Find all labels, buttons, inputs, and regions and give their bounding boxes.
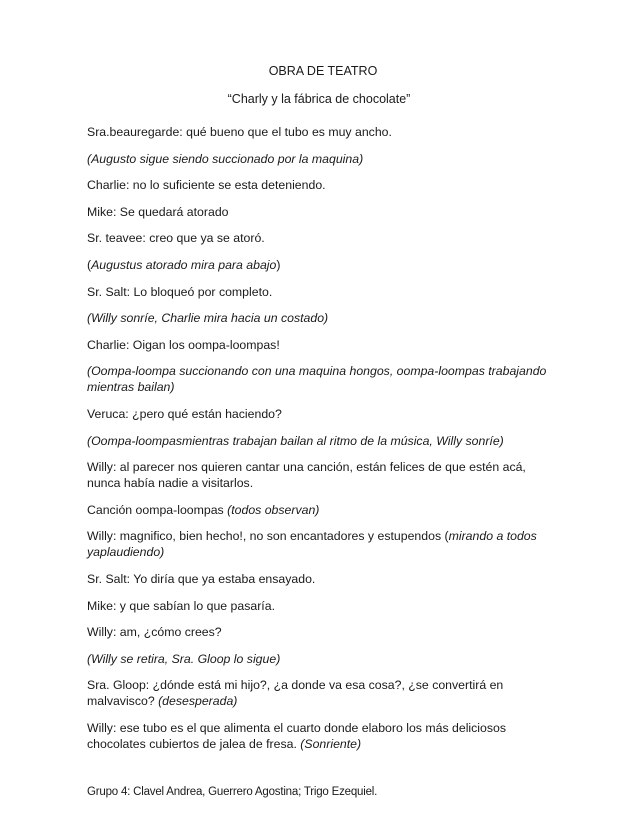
script-line (87, 624, 552, 640)
dialogue-text: Canción oompa-loompas (87, 502, 228, 517)
document-subtitle-text: “Charly y la fábrica de chocolate” (227, 92, 411, 106)
stage-direction-text: (desesperada) (158, 694, 238, 709)
dialogue-text: Sr. Salt: Lo bloqueó por completo. (87, 284, 273, 299)
script-body (87, 124, 552, 762)
dialogue-text: Mike: y que sabían lo que pasaría. (87, 598, 275, 613)
script-line (87, 177, 552, 193)
stage-direction-text: mirando a todos yaplaudiendo) (87, 529, 537, 560)
dialogue-text: Willy: am, ¿cómo crees? (87, 625, 222, 640)
stage-direction-text: Augustus atorado mira para abajo (91, 257, 277, 272)
script-line (87, 433, 552, 449)
script-line (87, 337, 552, 353)
dialogue-text: Willy: magnifico, bien hecho!, no son encantadores y estupendos ( (87, 529, 449, 544)
stage-direction-text: (todos observan) (227, 502, 320, 517)
script-line (87, 310, 552, 326)
script-line (87, 502, 552, 518)
dialogue-text: ( (87, 257, 92, 272)
script-line (87, 204, 552, 220)
script-line (87, 406, 552, 422)
document-title-text: OBRA DE TEATRO (268, 64, 378, 78)
document-title (0, 64, 638, 78)
script-line (87, 151, 552, 167)
dialogue-text: Sr. Salt: Yo diría que ya estaba ensayado. (87, 571, 316, 586)
dialogue-text: Charlie: no lo suficiente se esta deteniendo. (87, 178, 326, 193)
script-line (87, 284, 552, 300)
script-line (87, 651, 552, 667)
script-line (87, 571, 552, 587)
script-line (87, 528, 552, 560)
script-line (87, 257, 552, 273)
page-footer: Grupo 4: Clavel Andrea, Guerrero Agostina; Trigo Ezequiel. (87, 786, 378, 798)
script-line (87, 363, 552, 395)
dialogue-text: Sra.beauregarde: qué bueno que el tubo es muy ancho. (87, 125, 392, 139)
script-line (87, 459, 552, 491)
stage-direction-text: (Sonriente) (300, 736, 362, 751)
stage-direction-text: (Willy se retira, Sra. Gloop lo sigue) (87, 651, 281, 666)
stage-direction-text: (Augusto sigue siendo succionado por la maquina) (87, 151, 364, 166)
stage-direction-text: (Oompa-loompa succionando con una maquina hongos, oompa-loompas trabajando mientras bailan) (87, 364, 547, 395)
dialogue-text: ) (276, 257, 281, 272)
dialogue-text: Willy: al parecer nos quieren cantar una canción, están felices de que estén acá, nunca había nadie a visitarlos. (87, 460, 526, 491)
stage-direction-text: (Willy sonríe, Charlie mira hacia un costado) (87, 311, 329, 326)
document-subtitle (0, 92, 638, 106)
script-line (87, 720, 552, 752)
script-line (87, 677, 552, 709)
dialogue-text: Sr. teavee: creo que ya se atoró. (87, 231, 265, 246)
dialogue-text: Willy: ese tubo es el que alimenta el cuarto donde elaboro los más deliciosos chocolates cubiertos de jalea de fresa. (87, 720, 507, 751)
stage-direction-text: (Oompa-loompasmientras trabajan bailan al ritmo de la música, Willy sonríe) (87, 433, 504, 448)
dialogue-text: Charlie: Oigan los oompa-loompas! (87, 337, 280, 352)
script-line (87, 598, 552, 614)
script-line (87, 230, 552, 246)
script-line (87, 124, 552, 140)
dialogue-text: Sra. Gloop: ¿dónde está mi hijo?, ¿a donde va esa cosa?, ¿se convertirá en malvavisco? (87, 678, 504, 709)
dialogue-text: Veruca: ¿pero qué están haciendo? (87, 406, 282, 421)
dialogue-text: Mike: Se quedará atorado (87, 204, 229, 219)
